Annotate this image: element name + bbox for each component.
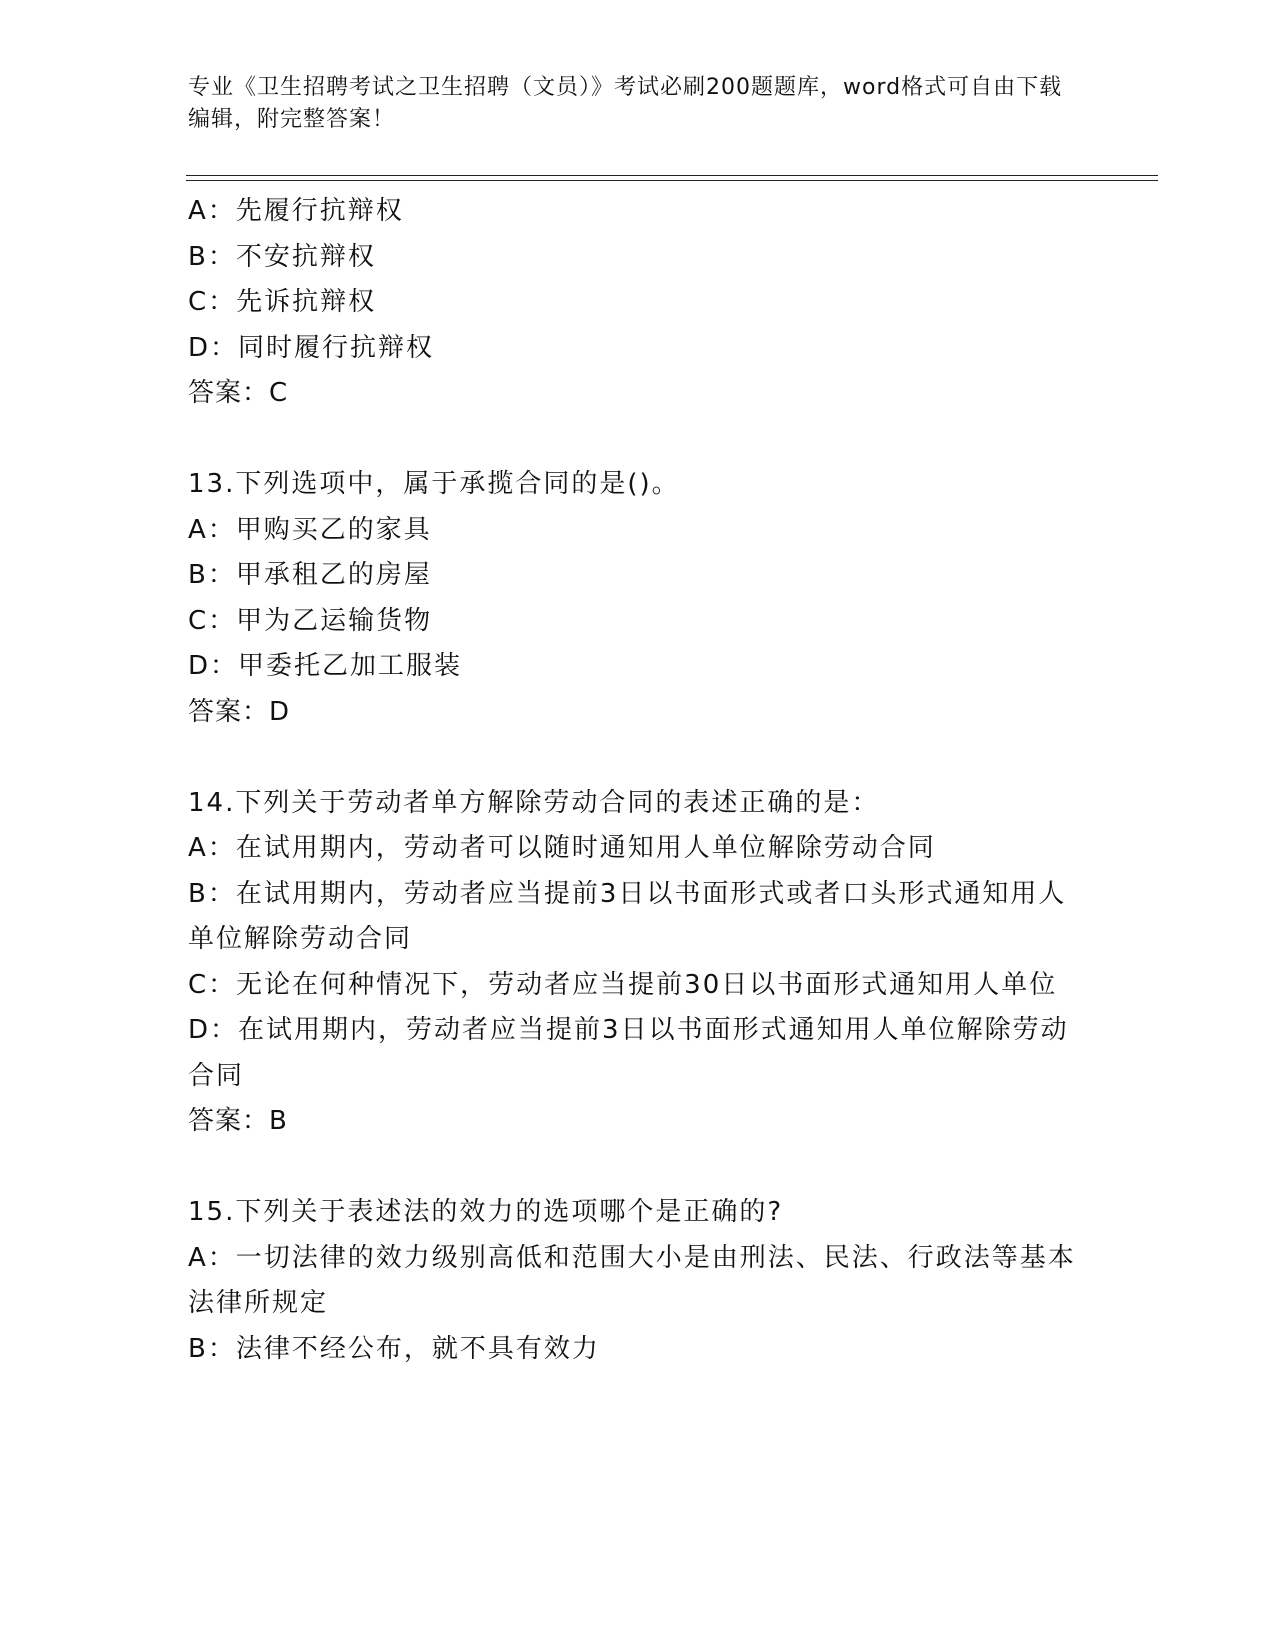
spacer bbox=[188, 417, 1088, 463]
spacer bbox=[188, 1145, 1088, 1191]
option-b: B：在试用期内，劳动者应当提前3日以书面形式或者口头形式通知用人单位解除劳动合同 bbox=[188, 878, 1067, 954]
question-12-continuation bbox=[188, 189, 1088, 417]
answer-line: 答案：B bbox=[188, 1106, 288, 1136]
option-a: A：在试用期内，劳动者可以随时通知用人单位解除劳动合同 bbox=[188, 833, 936, 863]
option-b: B：甲承租乙的房屋 bbox=[188, 560, 432, 590]
option-d: D：甲委托乙加工服装 bbox=[188, 651, 463, 681]
option-a: A：一切法律的效力级别高低和范围大小是由刑法、民法、行政法等基本法律所规定 bbox=[188, 1242, 1076, 1318]
option-c: C：无论在何种情况下，劳动者应当提前30日以书面形式通知用人单位 bbox=[188, 969, 1058, 1000]
answer-line: 答案：D bbox=[188, 696, 291, 727]
question-stem: 13.下列选项中，属于承揽合同的是()。 bbox=[188, 469, 680, 499]
header-divider-bottom bbox=[186, 180, 1158, 181]
option-d: D：同时履行抗辩权 bbox=[188, 332, 435, 363]
option-d: D：在试用期内，劳动者应当提前3日以书面形式通知用人单位解除劳动合同 bbox=[188, 1015, 1069, 1091]
option-b: B：法律不经公布，就不具有效力 bbox=[188, 1333, 600, 1364]
question-14 bbox=[188, 781, 1088, 1145]
option-c: C：先诉抗辩权 bbox=[188, 287, 377, 317]
option-c: C：甲为乙运输货物 bbox=[188, 605, 433, 636]
question-stem: 14.下列关于劳动者单方解除劳动合同的表述正确的是： bbox=[188, 787, 880, 818]
question-15 bbox=[188, 1190, 1088, 1372]
answer-line: 答案：C bbox=[188, 378, 289, 408]
question-list bbox=[188, 189, 1088, 1372]
question-stem: 15.下列关于表述法的效力的选项哪个是正确的? bbox=[188, 1197, 784, 1227]
question-13 bbox=[188, 462, 1088, 735]
header-divider-top bbox=[186, 175, 1158, 176]
option-b: B：不安抗辩权 bbox=[188, 241, 376, 272]
document-title: 专业《卫生招聘考试之卫生招聘（文员）》考试必刷200题题库，word格式可自由下载编辑，附完整答案！ bbox=[188, 75, 1063, 132]
document-header bbox=[188, 72, 1068, 136]
option-a: A：先履行抗辩权 bbox=[188, 196, 404, 226]
option-a: A：甲购买乙的家具 bbox=[188, 514, 432, 545]
spacer bbox=[188, 735, 1088, 781]
